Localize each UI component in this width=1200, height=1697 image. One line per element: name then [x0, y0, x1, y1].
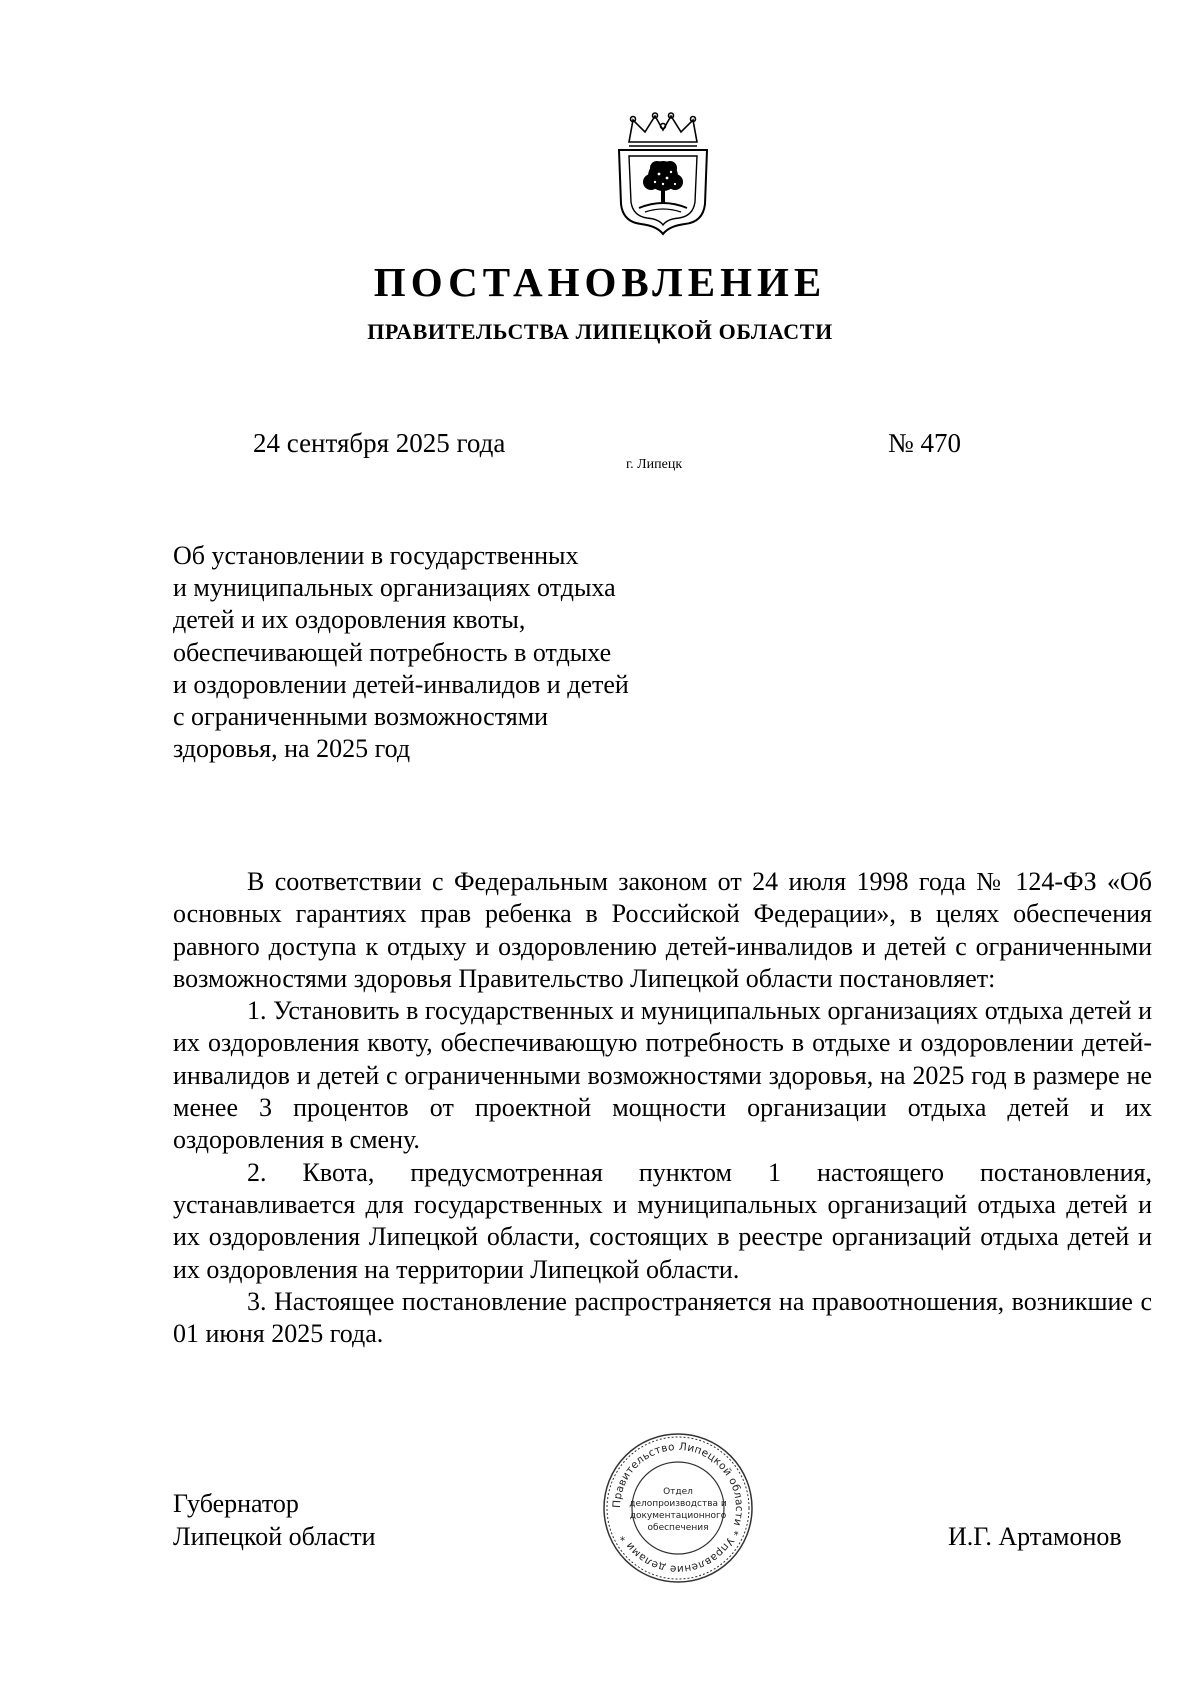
- document-subject: [173, 540, 693, 765]
- signer-title: [173, 1487, 376, 1553]
- subject-line: здоровья, на 2025 год: [173, 734, 411, 764]
- document-date: 24 сентября 2025 года: [253, 428, 506, 458]
- subject-line: обеспечивающей потребность в отдыхе: [173, 637, 612, 667]
- coat-of-arms-icon: [615, 112, 711, 238]
- clause-paragraph: 3. Настоящее постановление распространяется на правоотношения, возникшие с 01 июня 2025 года.: [173, 1286, 1152, 1349]
- stamp-inner-line: Отдел: [663, 1487, 693, 1497]
- document-body: [173, 866, 1152, 1350]
- official-stamp: [602, 1432, 754, 1584]
- preamble-paragraph: В соответствии с Федеральным законом от 24 июля 1998 года № 124-ФЗ «Об основных гарантиях прав ребенка в Российской Федерации», в целях обеспечения равного доступа к отдыху и оздоровлению детей-инвалидов и детей с ограниченными возможностями здоровья Правительство Липецкой области постановляет:: [173, 867, 1152, 993]
- clause-paragraph: 2. Квота, предусмотренная пунктом 1 настоящего постановления, устанавливается для государственных и муниципальных организаций отдыха детей и их оздоровления Липецкой области, состоящих в реестре организаций отдыха детей и их оздоровления на территории Липецкой области.: [173, 1157, 1152, 1284]
- stamp-inner-line: документационного: [629, 1511, 727, 1521]
- document-type-title: ПОСТАНОВЛЕНИЕ: [373, 259, 827, 305]
- document-number: № 470: [888, 428, 962, 458]
- stamp-inner-line: обеспечения: [647, 1523, 709, 1533]
- subject-line: и оздоровлении детей-инвалидов и детей: [173, 669, 629, 699]
- stamp-inner-line: делопроизводства и: [629, 1499, 727, 1509]
- subject-line: с ограниченными возможностями: [173, 702, 549, 732]
- signer-title-line: Липецкой области: [173, 1522, 376, 1551]
- subject-line: Об установлении в государственных: [173, 541, 579, 570]
- document-city: г. Липецк: [626, 457, 683, 472]
- subject-line: детей и их оздоровления квоты,: [173, 605, 526, 635]
- signer-name: И.Г. Артамонов: [948, 1522, 1122, 1551]
- stamp-outer-text: Правительство Липецкой области * Управление делами *: [610, 1440, 746, 1576]
- issuer-name: ПРАВИТЕЛЬСТВА ЛИПЕЦКОЙ ОБЛАСТИ: [367, 319, 833, 344]
- signer-title-line: Губернатор: [173, 1489, 299, 1518]
- subject-line: и муниципальных организациях отдыха: [173, 573, 616, 603]
- clause-paragraph: 1. Установить в государственных и муниципальных организациях отдыха детей и их оздоровления квоту, обеспечивающую потребность в отдыхе и оздоровлении детей-инвалидов и детей с ограниченными возможностями здоровья, на 2025 год в размере не менее 3 процентов от проектной мощности организации отдыха детей и их оздоровления в смену.: [173, 996, 1152, 1155]
